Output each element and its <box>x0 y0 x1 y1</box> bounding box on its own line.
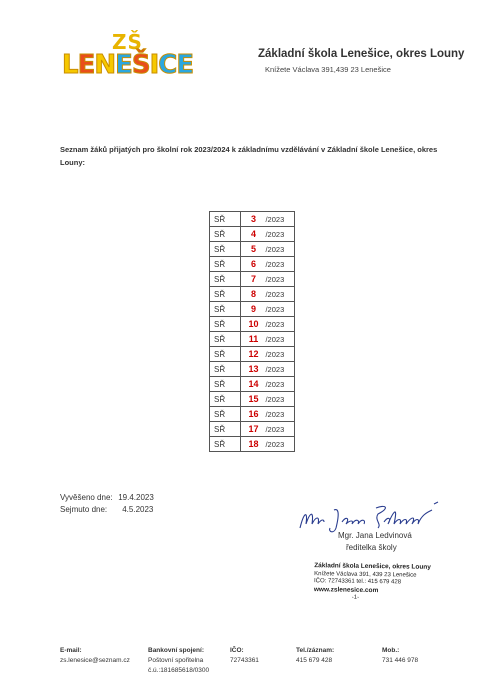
table-row <box>210 437 295 452</box>
row-year: /2023 <box>265 230 285 239</box>
table-row <box>210 257 295 272</box>
row-number-cell <box>241 332 295 347</box>
row-number-cell <box>241 227 295 242</box>
row-number-cell <box>241 257 295 272</box>
row-prefix: SŘ <box>210 377 241 392</box>
row-prefix: SŘ <box>210 362 241 377</box>
row-prefix: SŘ <box>210 332 241 347</box>
ico-value: 72743361 <box>230 657 259 664</box>
row-number-cell <box>241 437 295 452</box>
footer-tel <box>296 646 334 666</box>
pupil-number: 7 <box>250 274 256 284</box>
email-label: E-mail: <box>60 647 82 654</box>
table-row <box>210 242 295 257</box>
table-row <box>210 287 295 302</box>
row-year: /2023 <box>265 260 285 269</box>
director-name: Mgr. Jana Ledvinová <box>338 531 412 540</box>
row-year: /2023 <box>265 290 285 299</box>
table-row <box>210 347 295 362</box>
row-number-cell <box>241 302 295 317</box>
table-row <box>210 212 295 227</box>
pupil-number: 3 <box>250 214 256 224</box>
footer-ico <box>230 646 259 666</box>
table-row <box>210 392 295 407</box>
row-year: /2023 <box>265 410 285 419</box>
row-prefix: SŘ <box>210 302 241 317</box>
table-row <box>210 332 295 347</box>
row-year: /2023 <box>265 320 285 329</box>
removed-label: Sejmuto dne: <box>60 505 108 514</box>
row-number-cell <box>241 422 295 437</box>
table-row <box>210 317 295 332</box>
bank-label: Bankovní spojení: <box>148 647 204 654</box>
row-prefix: SŘ <box>210 437 241 452</box>
row-number-cell <box>241 362 295 377</box>
row-year: /2023 <box>265 380 285 389</box>
row-number-cell <box>241 377 295 392</box>
pupil-number: 8 <box>250 289 256 299</box>
table-row <box>210 422 295 437</box>
tel-value: 415 679 428 <box>296 657 333 664</box>
pupil-number: 15 <box>248 394 259 404</box>
row-year: /2023 <box>265 440 285 449</box>
pupil-number: 18 <box>248 439 259 449</box>
pupil-number: 11 <box>248 334 259 344</box>
row-year: /2023 <box>265 245 285 254</box>
row-prefix: SŘ <box>210 347 241 362</box>
mob-label: Mob.: <box>382 647 400 654</box>
table-row <box>210 407 295 422</box>
row-prefix: SŘ <box>210 257 241 272</box>
logo-zs-text: ZŠ <box>112 30 143 54</box>
row-prefix: SŘ <box>210 287 241 302</box>
footer-mobile <box>382 646 418 666</box>
row-number-cell <box>241 287 295 302</box>
posted-label: Vyvěšeno dne: <box>60 493 113 502</box>
row-prefix: SŘ <box>210 227 241 242</box>
row-number-cell <box>241 392 295 407</box>
school-name: Základní škola Lenešice, okres Louny <box>258 48 465 60</box>
row-year: /2023 <box>265 395 285 404</box>
tel-label: Tel./záznam: <box>296 647 335 654</box>
pupil-number: 13 <box>248 364 259 374</box>
school-stamp: Základní škola Lenešice, okres Louny Knížete Václava 391, 439 23 Lenešice IČO: 72743361 tel.: 415 679 428 www.zslenesice.com -1- <box>313 562 431 601</box>
school-address: Knížete Václava 391,439 23 Lenešice <box>265 65 391 74</box>
pupil-number: 4 <box>250 229 256 239</box>
row-prefix: SŘ <box>210 242 241 257</box>
footer-email <box>60 646 130 666</box>
email-value: zs.lenesice@seznam.cz <box>60 657 130 664</box>
pupil-number: 5 <box>250 244 256 254</box>
row-year: /2023 <box>265 425 285 434</box>
row-prefix: SŘ <box>210 212 241 227</box>
row-prefix: SŘ <box>210 317 241 332</box>
row-number-cell <box>241 317 295 332</box>
row-number-cell <box>241 242 295 257</box>
logo-main-text: LENEŠICE <box>62 50 194 80</box>
school-logo <box>62 30 198 86</box>
mob-value: 731 446 978 <box>382 657 419 664</box>
ico-label: IČO: <box>230 647 244 654</box>
pupil-number: 10 <box>248 319 259 329</box>
director-title: ředitelka školy <box>346 543 397 552</box>
row-number-cell <box>241 272 295 287</box>
row-prefix: SŘ <box>210 422 241 437</box>
pupil-number: 16 <box>248 409 259 419</box>
pupil-number: 17 <box>248 424 259 434</box>
posting-dates <box>60 492 154 516</box>
row-year: /2023 <box>265 215 285 224</box>
row-year: /2023 <box>265 365 285 374</box>
row-number-cell <box>241 347 295 362</box>
pupil-number: 12 <box>248 349 259 359</box>
row-prefix: SŘ <box>210 392 241 407</box>
table-row <box>210 227 295 242</box>
row-prefix: SŘ <box>210 272 241 287</box>
row-year: /2023 <box>265 305 285 314</box>
pupil-number: 14 <box>248 379 259 389</box>
footer-bank <box>148 646 209 676</box>
posted-value: 19.4.2023 <box>118 493 154 502</box>
admitted-pupils-table <box>209 211 295 452</box>
intro-text: Seznam žáků přijatých pro školní rok 2023/2024 k základnímu vzdělávání v Základní škole Lenešice, okres Louny: <box>60 145 438 167</box>
table-row <box>210 272 295 287</box>
table-row <box>210 377 295 392</box>
row-number-cell <box>241 407 295 422</box>
bank-value-2: č.ú.:181685618/0300 <box>148 667 210 674</box>
pupil-number: 6 <box>250 259 256 269</box>
row-prefix: SŘ <box>210 407 241 422</box>
table-row <box>210 362 295 377</box>
table-row <box>210 302 295 317</box>
row-number-cell <box>241 212 295 227</box>
row-year: /2023 <box>265 275 285 284</box>
pupil-number: 9 <box>250 304 256 314</box>
bank-value-1: Poštovní spořitelna <box>148 657 204 664</box>
row-year: /2023 <box>265 335 285 344</box>
removed-value: 4.5.2023 <box>122 505 154 514</box>
row-year: /2023 <box>265 350 285 359</box>
